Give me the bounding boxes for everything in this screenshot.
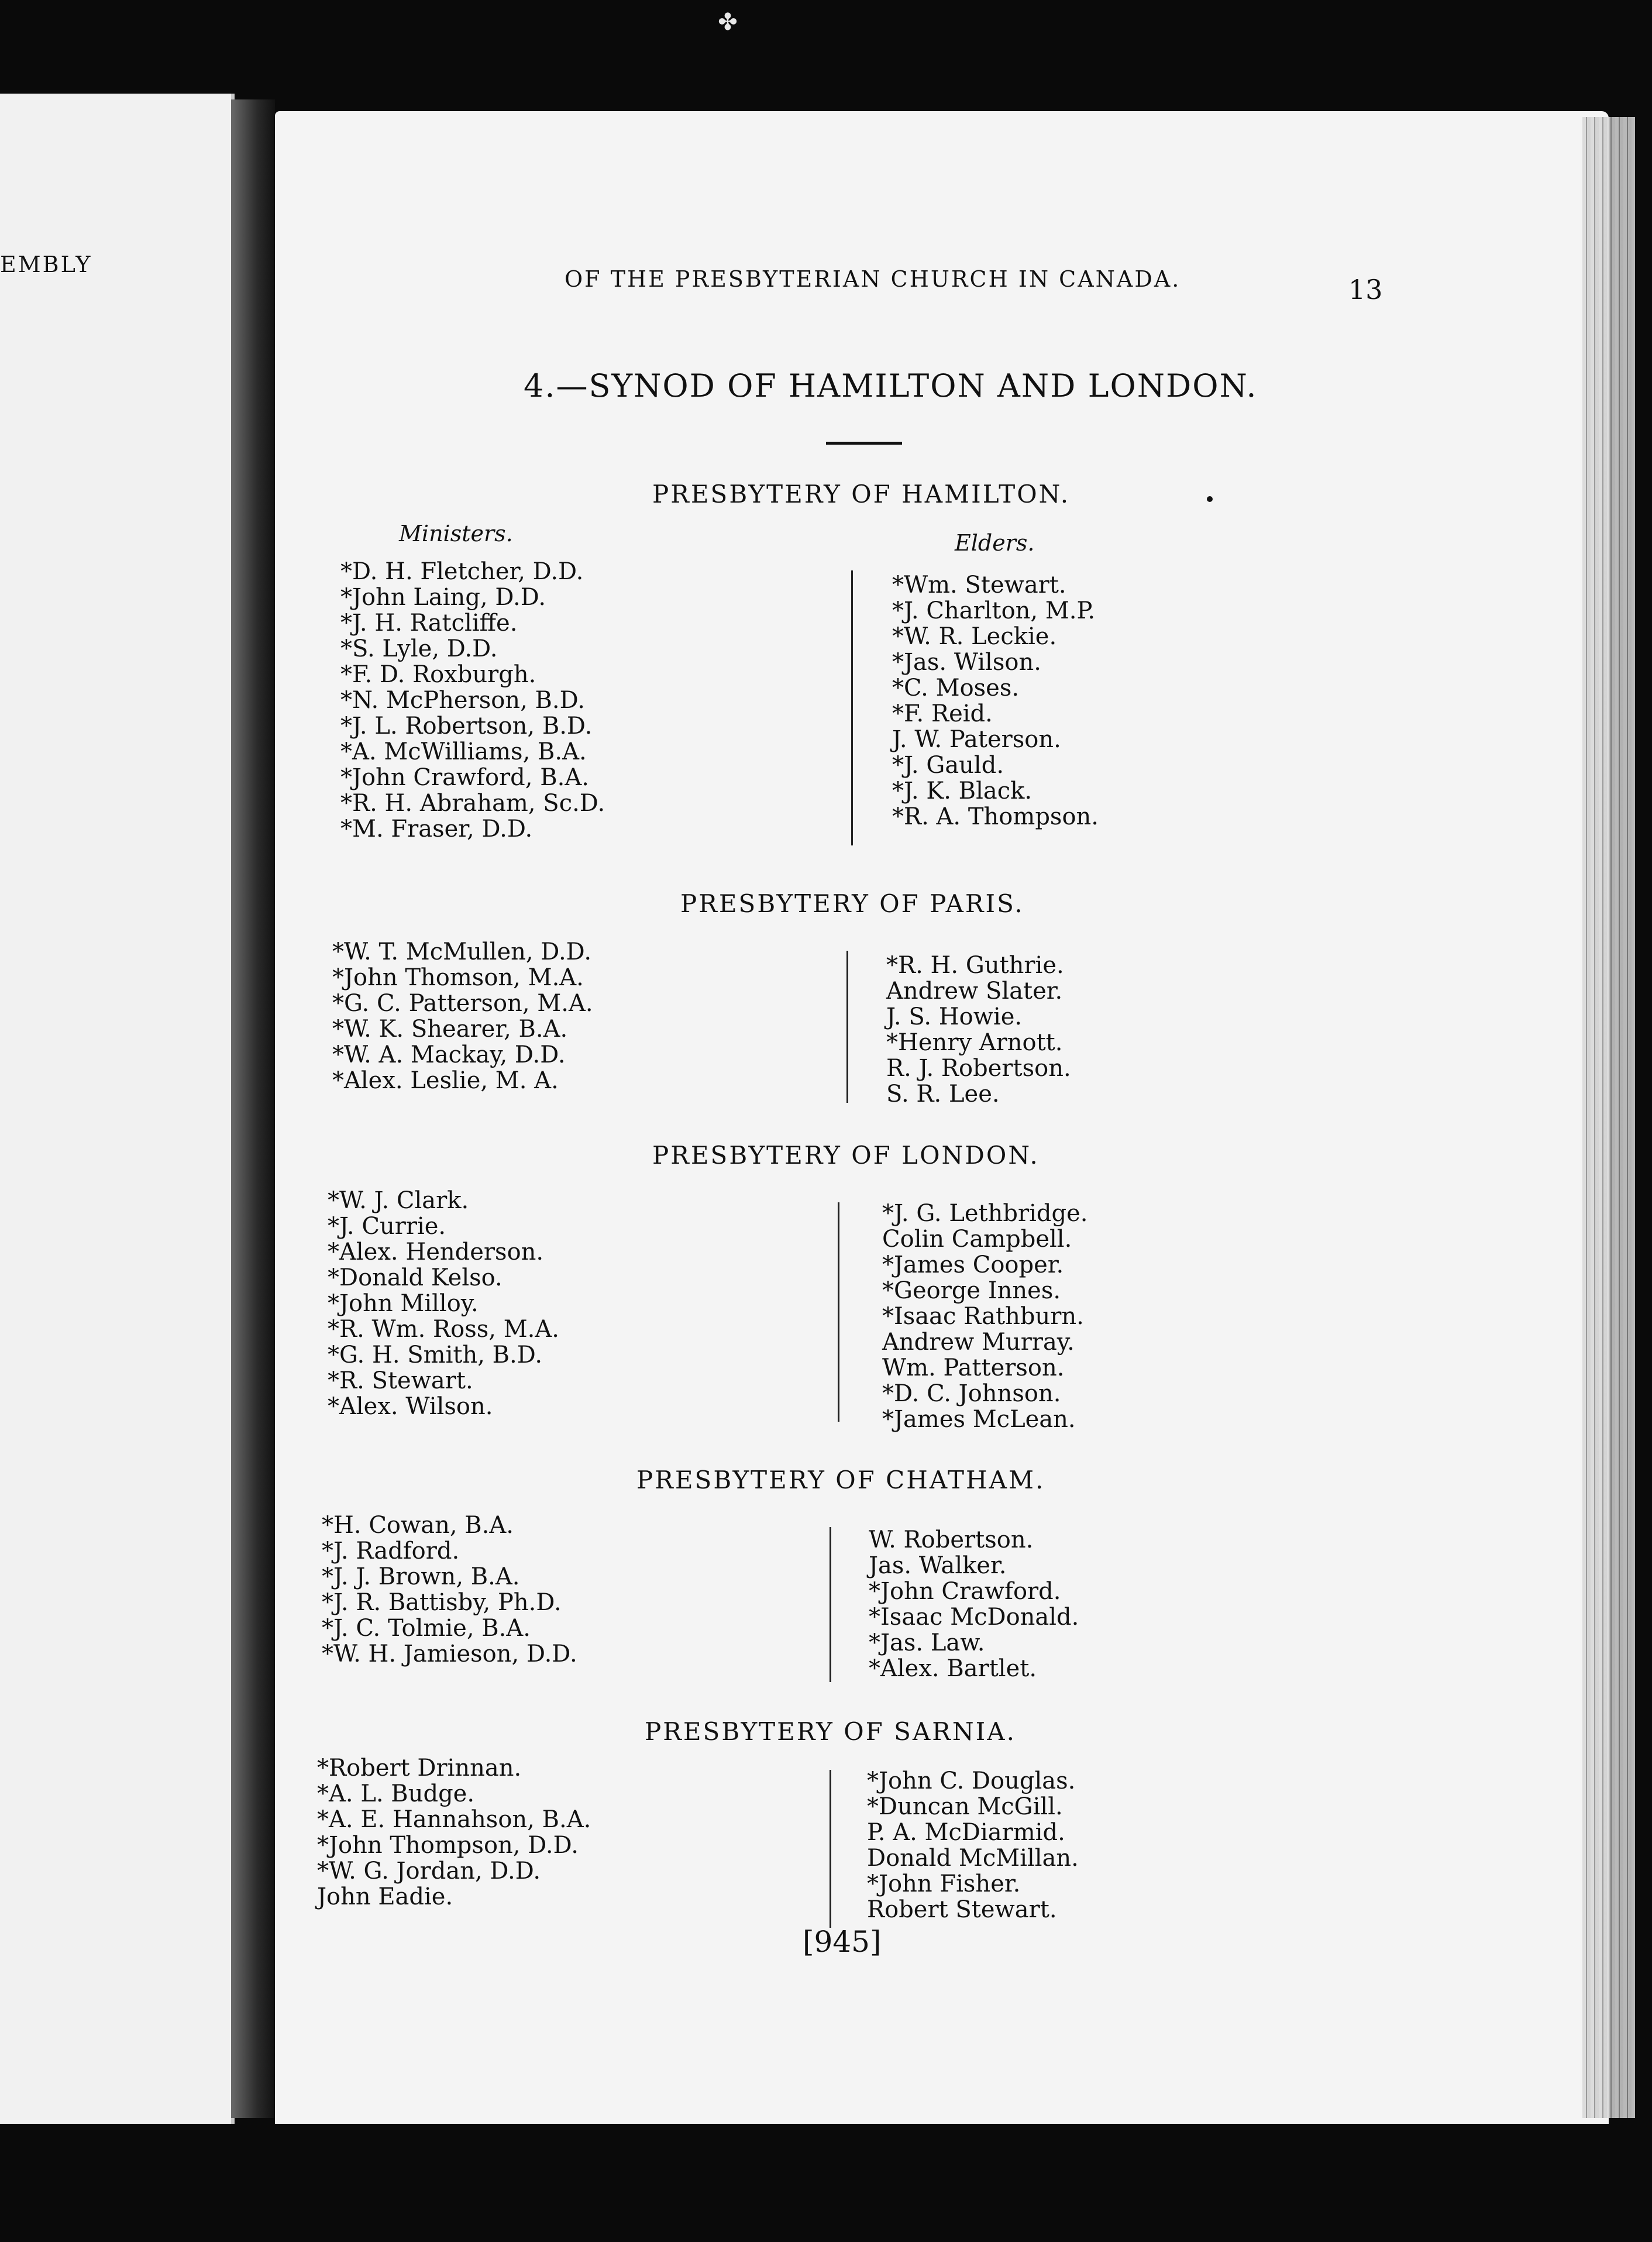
elder-entry: *F. Reid. — [892, 700, 993, 727]
ministers-list-sarnia — [317, 1755, 591, 1910]
ministers-label: Ministers. — [399, 521, 513, 546]
elder-entry: *James Cooper. — [882, 1251, 1064, 1278]
elder-entry: *J. K. Black. — [892, 778, 1032, 804]
ministers-list-paris — [332, 939, 593, 1094]
minister-entry: *J. J. Brown, B.A. — [322, 1563, 520, 1590]
column-divider — [838, 1202, 839, 1422]
minister-entry: *A. L. Budge. — [317, 1780, 475, 1807]
minister-entry: *W. T. McMullen, D.D. — [332, 938, 592, 965]
elder-entry: *Duncan McGill. — [867, 1793, 1063, 1820]
elder-entry: *George Innes. — [882, 1277, 1061, 1304]
minister-entry: *N. McPherson, B.D. — [340, 687, 585, 714]
elder-entry: Wm. Patterson. — [882, 1354, 1065, 1381]
elder-entry: J. W. Paterson. — [892, 726, 1061, 753]
presbytery-heading-paris: PRESBYTERY OF PARIS. — [680, 889, 1024, 918]
minister-entry: *R. Wm. Ross, M.A. — [328, 1316, 559, 1343]
elder-entry: *R. H. Guthrie. — [886, 952, 1064, 979]
elders-list-hamilton — [892, 572, 1099, 830]
column-divider — [846, 951, 848, 1103]
column-divider — [830, 1770, 831, 1928]
column-divider — [830, 1527, 831, 1682]
elder-entry: J. S. Howie. — [886, 1003, 1023, 1030]
elder-entry: *J. G. Lethbridge. — [882, 1200, 1088, 1227]
elder-entry: Andrew Murray. — [882, 1329, 1075, 1356]
minister-entry: *F. D. Roxburgh. — [340, 661, 536, 688]
minister-entry: *R. H. Abraham, Sc.D. — [340, 790, 605, 817]
minister-entry: *J. Radford. — [322, 1538, 460, 1564]
minister-entry: *W. A. Mackay, D.D. — [332, 1041, 566, 1068]
elder-entry: *Henry Arnott. — [886, 1029, 1063, 1056]
elder-entry: *Alex. Bartlet. — [869, 1655, 1037, 1682]
title-rule — [826, 442, 902, 445]
minister-entry: *Alex. Leslie, M. A. — [332, 1067, 559, 1094]
elder-entry: *C. Moses. — [892, 675, 1020, 702]
minister-entry: *W. J. Clark. — [328, 1187, 469, 1214]
minister-entry: *Alex. Wilson. — [328, 1393, 493, 1420]
minister-entry: *John Thompson, D.D. — [317, 1832, 579, 1859]
elder-entry: *D. C. Johnson. — [882, 1380, 1061, 1407]
elder-entry: P. A. McDiarmid. — [867, 1819, 1065, 1846]
minister-entry: *D. H. Fletcher, D.D. — [340, 558, 584, 585]
minister-entry: *G. C. Patterson, M.A. — [332, 990, 593, 1017]
minister-entry: *J. R. Battisby, Ph.D. — [322, 1589, 562, 1616]
elder-entry: *J. Charlton, M.P. — [892, 597, 1096, 624]
minister-entry: *J. H. Ratcliffe. — [340, 610, 518, 637]
presbytery-heading-chatham: PRESBYTERY OF CHATHAM. — [636, 1466, 1045, 1494]
running-head: OF THE PRESBYTERIAN CHURCH IN CANADA. — [565, 266, 1181, 292]
elder-entry: *John Crawford. — [869, 1578, 1061, 1605]
minister-entry: *John Thomson, M.A. — [332, 964, 584, 991]
elders-list-sarnia — [867, 1768, 1079, 1923]
minister-entry: *H. Cowan, B.A. — [322, 1512, 514, 1539]
minister-entry: John Eadie. — [317, 1883, 453, 1910]
minister-entry: *John Crawford, B.A. — [340, 764, 589, 791]
minister-entry: *W. H. Jamieson, D.D. — [322, 1641, 577, 1667]
minister-entry: *A. E. Hannahson, B.A. — [317, 1806, 591, 1833]
minister-entry: *J. C. Tolmie, B.A. — [322, 1615, 531, 1642]
elder-entry: R. J. Robertson. — [886, 1055, 1071, 1082]
minister-entry: *S. Lyle, D.D. — [340, 635, 498, 662]
elder-entry: *Wm. Stewart. — [892, 572, 1066, 599]
ministers-list-london — [328, 1188, 559, 1419]
elder-entry: *Isaac Rathburn. — [882, 1303, 1084, 1330]
elder-entry: Robert Stewart. — [867, 1896, 1057, 1923]
minister-entry: *W. K. Shearer, B.A. — [332, 1016, 568, 1043]
minister-entry: *Donald Kelso. — [328, 1264, 503, 1291]
elder-entry: *Isaac McDonald. — [869, 1604, 1079, 1631]
presbytery-heading-london: PRESBYTERY OF LONDON. — [652, 1141, 1040, 1170]
minister-entry: *Alex. Henderson. — [328, 1239, 544, 1266]
elder-entry: *John C. Douglas. — [867, 1768, 1076, 1794]
signature-mark: [945] — [803, 1925, 882, 1959]
elders-list-paris — [886, 952, 1071, 1107]
film-mark-icon: ✤ — [718, 9, 738, 36]
column-divider — [851, 570, 853, 845]
ministers-list-chatham — [322, 1512, 577, 1667]
ministers-list-hamilton — [340, 559, 605, 842]
page-edges — [1582, 117, 1635, 2118]
minister-entry: *Robert Drinnan. — [317, 1755, 522, 1782]
minister-entry: *John Milloy. — [328, 1290, 479, 1317]
stray-dot — [1207, 496, 1213, 502]
minister-entry: *J. L. Robertson, B.D. — [340, 713, 593, 740]
book-gutter — [231, 99, 275, 2118]
page-number: 13 — [1348, 274, 1383, 305]
minister-entry: *R. Stewart. — [328, 1367, 473, 1394]
elder-entry: *James McLean. — [882, 1406, 1076, 1433]
synod-title: 4.—SYNOD OF HAMILTON AND LONDON. — [524, 367, 1258, 404]
elders-list-london — [882, 1201, 1088, 1432]
elder-entry: S. R. Lee. — [886, 1081, 1000, 1108]
elder-entry: *J. Gauld. — [892, 752, 1004, 779]
elders-list-chatham — [869, 1527, 1079, 1682]
elder-entry: W. Robertson. — [869, 1526, 1034, 1553]
minister-entry: *J. Currie. — [328, 1213, 446, 1240]
facing-page — [0, 94, 235, 2124]
minister-entry: *A. McWilliams, B.A. — [340, 738, 587, 765]
elders-label: Elders. — [955, 530, 1035, 556]
minister-entry: *W. G. Jordan, D.D. — [317, 1858, 541, 1885]
elder-entry: *Jas. Wilson. — [892, 649, 1041, 676]
elder-entry: *John Fisher. — [867, 1870, 1021, 1897]
facing-page-running-head: EMBLY — [0, 252, 92, 277]
minister-entry: *John Laing, D.D. — [340, 584, 546, 611]
presbytery-heading-hamilton: PRESBYTERY OF HAMILTON. — [652, 480, 1071, 508]
elder-entry: Donald McMillan. — [867, 1845, 1079, 1872]
minister-entry: *G. H. Smith, B.D. — [328, 1342, 543, 1368]
elder-entry: *R. A. Thompson. — [892, 803, 1099, 830]
elder-entry: Jas. Walker. — [869, 1552, 1007, 1579]
elder-entry: Andrew Slater. — [886, 978, 1063, 1005]
elder-entry: *Jas. Law. — [869, 1629, 985, 1656]
presbytery-heading-sarnia: PRESBYTERY OF SARNIA. — [645, 1717, 1016, 1746]
elder-entry: *W. R. Leckie. — [892, 623, 1057, 650]
minister-entry: *M. Fraser, D.D. — [340, 816, 533, 843]
elder-entry: Colin Campbell. — [882, 1226, 1072, 1253]
